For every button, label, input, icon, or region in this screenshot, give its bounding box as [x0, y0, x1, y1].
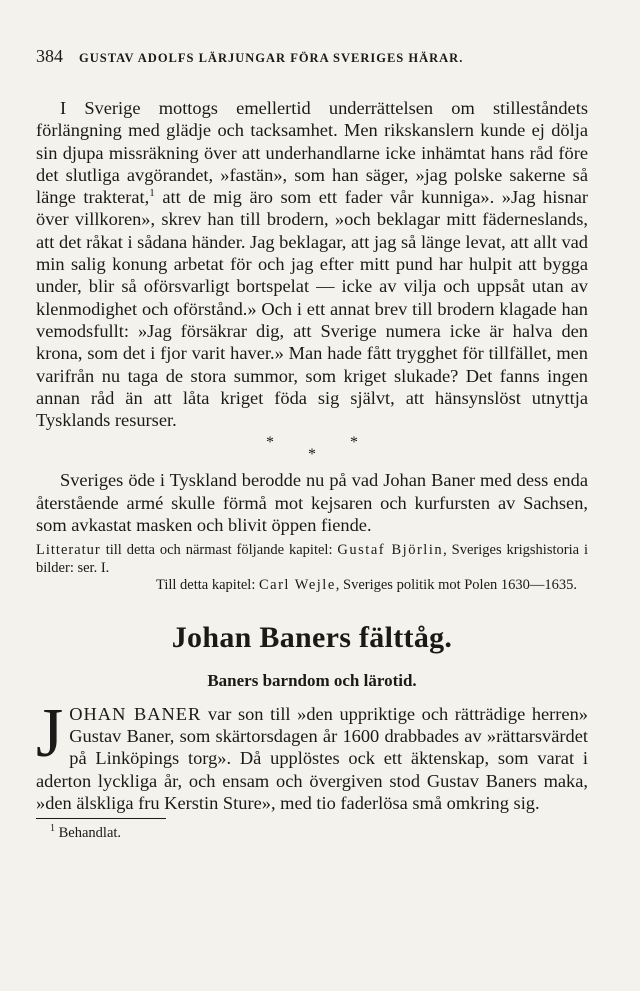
- literature-line2-lead: Till detta kapitel:: [156, 577, 259, 594]
- footnote: [36, 825, 588, 842]
- opening-smallcaps: OHAN BANER: [69, 703, 202, 724]
- literature-line1-text: till detta och närmast följande kapitel:: [100, 542, 338, 559]
- literature-work-1: , Sveriges krigshistoria i bilder: ser. I.: [36, 542, 588, 576]
- running-title: GUSTAV ADOLFS LÄRJUNGAR FÖRA SVERIGES HÄRAR.: [79, 51, 464, 65]
- main-text: [36, 97, 588, 536]
- chapter-opening: [36, 694, 588, 814]
- chapter-subtitle: Baners barndom och lärotid.: [207, 670, 417, 690]
- chapter-title: Johan Baners fälttåg.: [171, 620, 453, 654]
- paragraph-1-part-1: I Sverige mottogs emellertid underrättelsen om stilleståndets förlängning med glädje och tacksamhet. Men rikskanslern kunde ej dölja sin djupa missräkning över att underhandlarne icke inhämtat hans råd före det slutliga avgörandet, »fastän», som han säger, »jag polske sakerne så länge trakterat,: [36, 98, 588, 208]
- paragraph-3-text: var son till »den uppriktige och rätträdige herren» Gustav Baner, som skärtorsdagen år 1600 drabbades av »rättarsvärdet på Linköpings torg». Då upplöstes ock ett äktenskap, som varat i aderton lyckliga år, och ensam och övergiven stod Gustav Baners maka, »den älskliga fru Kerstin Sture», med tio faderlösa små omkring sig.: [36, 703, 588, 814]
- literature-label: Litteratur: [36, 542, 101, 559]
- paragraph-1: [36, 97, 588, 431]
- paragraph-3: [36, 694, 588, 814]
- asterisk-right: *: [350, 434, 358, 452]
- footnote-rule: [36, 818, 166, 819]
- literature-work-2: , Sveriges politik mot Polen 1630—1635.: [335, 577, 578, 594]
- literature-note: [36, 542, 588, 595]
- section-separator: [36, 434, 588, 464]
- asterisk-bottom: *: [308, 446, 316, 464]
- footnote-text: Behandlat.: [55, 825, 122, 842]
- drop-cap: J: [36, 694, 64, 772]
- footnote-reference: 1: [149, 187, 155, 200]
- footnote-mark: 1: [50, 823, 55, 835]
- literature-author-2: Carl Wejle: [258, 577, 336, 594]
- page-number: 384: [36, 46, 63, 66]
- running-header: [36, 46, 588, 67]
- literature-author-1: Gustaf Björlin: [337, 542, 444, 559]
- asterisk-left: *: [266, 434, 274, 452]
- paragraph-1-part-2: att de mig äro som ett fader vår kunniga». »Jag hisnar över villkoren», skrev han till brodern, »och beklagar mitt fäderneslands, att det råkat i sådana händer. Jag beklagar, att jag så länge levat, att allt vad min salig konung arbetat för och jag efter mitt pund har hulpit att bygga under, blir så oförsvarligt bortspelat — icke av vilja och uppsåt utan av klenmodighet och oförstånd.» Och i ett annat brev till brodern klagade han vemodsfullt: »Jag försäkrar dig, att Sverige numera icke är halva den krona, som det i fjor varit haver.» Man hade fått trygghet för tillfället, men varifrån nu taga de stora summor, som kriget slukade? Det fanns ingen annan råd än att låta kriget föda sig självt, att hänsynslöst utnyttja Tysklands resurser.: [36, 187, 588, 431]
- paragraph-2: Sveriges öde i Tyskland berodde nu på vad Johan Baner med dess enda återstående armé skulle förmå mot kejsaren och kurfursten av Sachsen, som avkastat masken och blivit öppen fiende.: [36, 470, 588, 536]
